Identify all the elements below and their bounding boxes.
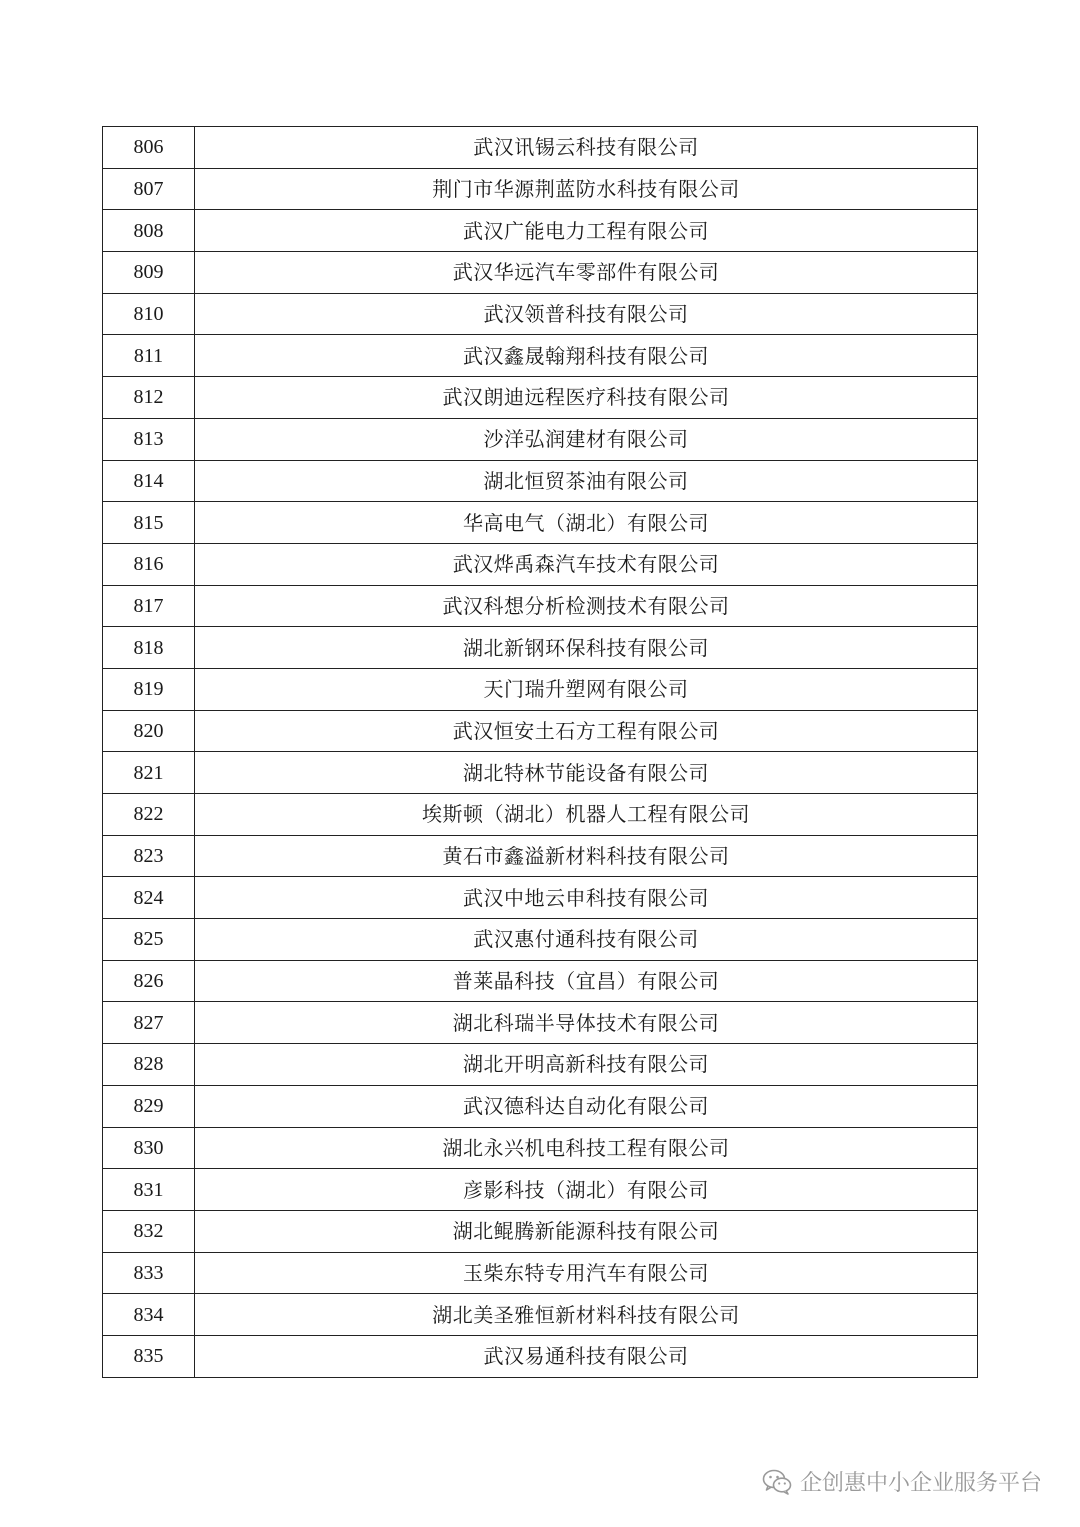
- row-number-cell: 812: [103, 377, 195, 419]
- table-row: [103, 1169, 978, 1211]
- row-number-cell: 825: [103, 919, 195, 961]
- company-name-cell: 天门瑞升塑网有限公司: [195, 668, 978, 710]
- row-number-cell: 831: [103, 1169, 195, 1211]
- row-number-cell: 806: [103, 127, 195, 169]
- table-row: [103, 127, 978, 169]
- table-row: [103, 585, 978, 627]
- table-row: [103, 418, 978, 460]
- company-name-cell: 彦影科技（湖北）有限公司: [195, 1169, 978, 1211]
- company-name-cell: 普莱晶科技（宜昌）有限公司: [195, 960, 978, 1002]
- row-number-cell: 821: [103, 752, 195, 794]
- watermark-text: 企创惠中小企业服务平台: [799, 1471, 1042, 1496]
- row-number-cell: 824: [103, 877, 195, 919]
- table-row: [103, 460, 978, 502]
- company-name-cell: 武汉科想分析检测技术有限公司: [195, 585, 978, 627]
- company-name-cell: 荆门市华源荆蓝防水科技有限公司: [195, 168, 978, 210]
- company-name-cell: 湖北鲲腾新能源科技有限公司: [195, 1210, 978, 1252]
- company-name-cell: 武汉领普科技有限公司: [195, 293, 978, 335]
- row-number-cell: 828: [103, 1044, 195, 1086]
- company-name-cell: 玉柴东特专用汽车有限公司: [195, 1252, 978, 1294]
- row-number-cell: 818: [103, 627, 195, 669]
- table-row: [103, 710, 978, 752]
- company-name-cell: 武汉朗迪远程医疗科技有限公司: [195, 377, 978, 419]
- company-name-cell: 华高电气（湖北）有限公司: [195, 502, 978, 544]
- table-row: [103, 168, 978, 210]
- table-row: [103, 960, 978, 1002]
- table-row: [103, 1044, 978, 1086]
- row-number-cell: 833: [103, 1252, 195, 1294]
- company-name-cell: 湖北科瑞半导体技术有限公司: [195, 1002, 978, 1044]
- company-name-cell: 武汉恒安土石方工程有限公司: [195, 710, 978, 752]
- row-number-cell: 807: [103, 168, 195, 210]
- row-number-cell: 835: [103, 1335, 195, 1377]
- row-number-cell: 816: [103, 543, 195, 585]
- company-name-cell: 湖北永兴机电科技工程有限公司: [195, 1127, 978, 1169]
- row-number-cell: 811: [103, 335, 195, 377]
- company-name-cell: 武汉中地云申科技有限公司: [195, 877, 978, 919]
- company-name-cell: 湖北特林节能设备有限公司: [195, 752, 978, 794]
- company-name-cell: 武汉易通科技有限公司: [195, 1335, 978, 1377]
- company-list-table: [102, 126, 978, 1378]
- table-row: [103, 335, 978, 377]
- company-name-cell: 武汉广能电力工程有限公司: [195, 210, 978, 252]
- table-row: [103, 210, 978, 252]
- wechat-icon: [762, 1469, 792, 1495]
- table-row: [103, 377, 978, 419]
- table-row: [103, 252, 978, 294]
- table-row: [103, 877, 978, 919]
- company-name-cell: 武汉讯锡云科技有限公司: [195, 127, 978, 169]
- row-number-cell: 814: [103, 460, 195, 502]
- row-number-cell: 834: [103, 1294, 195, 1336]
- row-number-cell: 810: [103, 293, 195, 335]
- company-name-cell: 湖北美圣雅恒新材料科技有限公司: [195, 1294, 978, 1336]
- table-row: [103, 1294, 978, 1336]
- company-name-cell: 武汉华远汽车零部件有限公司: [195, 252, 978, 294]
- company-name-cell: 沙洋弘润建材有限公司: [195, 418, 978, 460]
- table-row: [103, 502, 978, 544]
- table-row: [103, 794, 978, 836]
- company-name-cell: 武汉烨禹森汽车技术有限公司: [195, 543, 978, 585]
- row-number-cell: 817: [103, 585, 195, 627]
- table-row: [103, 1127, 978, 1169]
- table-row: [103, 1252, 978, 1294]
- row-number-cell: 820: [103, 710, 195, 752]
- company-name-cell: 武汉鑫晟翰翔科技有限公司: [195, 335, 978, 377]
- row-number-cell: 829: [103, 1085, 195, 1127]
- company-name-cell: 埃斯顿（湖北）机器人工程有限公司: [195, 794, 978, 836]
- table-row: [103, 668, 978, 710]
- row-number-cell: 809: [103, 252, 195, 294]
- table-row: [103, 1085, 978, 1127]
- row-number-cell: 819: [103, 668, 195, 710]
- table-row: [103, 543, 978, 585]
- row-number-cell: 822: [103, 794, 195, 836]
- row-number-cell: 827: [103, 1002, 195, 1044]
- table-row: [103, 1002, 978, 1044]
- table-row: [103, 627, 978, 669]
- company-name-cell: 湖北新钢环保科技有限公司: [195, 627, 978, 669]
- company-name-cell: 武汉惠付通科技有限公司: [195, 919, 978, 961]
- table-row: [103, 293, 978, 335]
- table-row: [103, 752, 978, 794]
- company-name-cell: 湖北开明高新科技有限公司: [195, 1044, 978, 1086]
- company-name-cell: 黄石市鑫溢新材料科技有限公司: [195, 835, 978, 877]
- row-number-cell: 808: [103, 210, 195, 252]
- row-number-cell: 813: [103, 418, 195, 460]
- table-row: [103, 919, 978, 961]
- table-row: [103, 1335, 978, 1377]
- row-number-cell: 826: [103, 960, 195, 1002]
- table-body: [103, 127, 978, 1378]
- company-name-cell: 湖北恒贸茶油有限公司: [195, 460, 978, 502]
- source-watermark: [762, 1466, 1042, 1497]
- row-number-cell: 823: [103, 835, 195, 877]
- company-name-cell: 武汉德科达自动化有限公司: [195, 1085, 978, 1127]
- row-number-cell: 815: [103, 502, 195, 544]
- row-number-cell: 832: [103, 1210, 195, 1252]
- row-number-cell: 830: [103, 1127, 195, 1169]
- table-row: [103, 835, 978, 877]
- table-row: [103, 1210, 978, 1252]
